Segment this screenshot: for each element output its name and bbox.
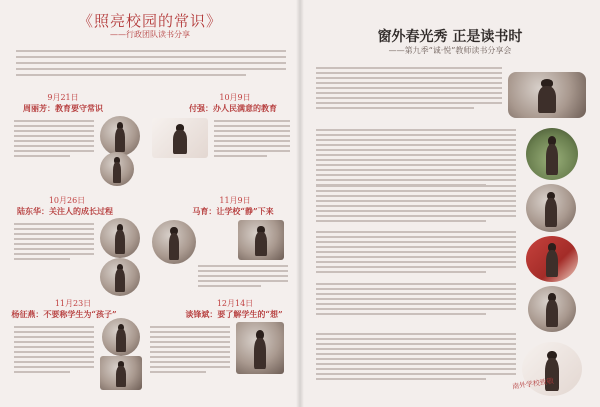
session-4-topic: 马育：让学校“静”下来 — [192, 206, 274, 216]
session-4-text — [198, 262, 288, 290]
session-6-photo — [236, 322, 284, 374]
session-2-photo — [152, 118, 208, 158]
session-1-date: 9月21日 — [47, 93, 79, 102]
session-5-text — [14, 323, 94, 376]
session-3-photo-a — [100, 218, 140, 258]
right-paragraph-4 — [316, 228, 516, 276]
right-paragraph-1 — [316, 64, 502, 112]
left-page-subtitle: ——行政团队读书分享 — [110, 30, 190, 39]
session-4-photo-a — [152, 220, 196, 264]
session-1-photo-a — [100, 116, 140, 156]
session-6-date: 12月14日 — [216, 299, 254, 308]
left-page-title: 《照亮校园的常识》 — [77, 12, 222, 30]
right-paragraph-5 — [316, 280, 516, 318]
session-3-topic: 陆东华：关注人的成长过程 — [17, 206, 113, 216]
right-photo-3 — [526, 184, 576, 232]
intro-paragraph — [16, 46, 286, 88]
right-paragraph-6 — [316, 330, 516, 383]
session-3-photo-b — [100, 258, 140, 296]
right-photo-1 — [508, 72, 586, 118]
session-6-text — [150, 323, 230, 376]
right-photo-5 — [528, 286, 576, 332]
session-5-photo-a — [102, 318, 140, 356]
right-page-badge: 南外学校致敬 — [511, 377, 555, 391]
session-3-date: 10月26日 — [48, 196, 86, 205]
right-photo-4 — [526, 236, 578, 282]
right-photo-2 — [526, 128, 578, 180]
session-1-photo-b — [100, 152, 134, 186]
session-5-photo-b — [100, 356, 142, 390]
right-paragraph-2 — [316, 126, 516, 189]
session-1-text — [14, 117, 94, 160]
session-6-topic: 谈锋斌：要了解学生的“想” — [185, 309, 283, 319]
right-page-title: 窗外春光秀 正是读书时 — [377, 29, 523, 45]
session-5-date: 11月23日 — [54, 299, 92, 308]
right-page-subtitle: ——第九季“诚·悦”教师读书分享会 — [388, 46, 512, 55]
session-2-topic: 付强：办人民满意的教育 — [189, 103, 277, 113]
session-4-date: 11月9日 — [219, 196, 251, 205]
session-1-topic: 周丽芳：教育要守常识 — [23, 103, 103, 113]
book-gutter — [296, 0, 304, 407]
session-4-photo-b — [238, 220, 284, 260]
session-2-text — [214, 117, 290, 160]
session-5-topic: 杨征燕：不要称学生为“孩子” — [11, 309, 117, 319]
session-3-text — [14, 220, 94, 263]
right-paragraph-3 — [316, 182, 516, 225]
session-2-date: 10月9日 — [219, 93, 251, 102]
